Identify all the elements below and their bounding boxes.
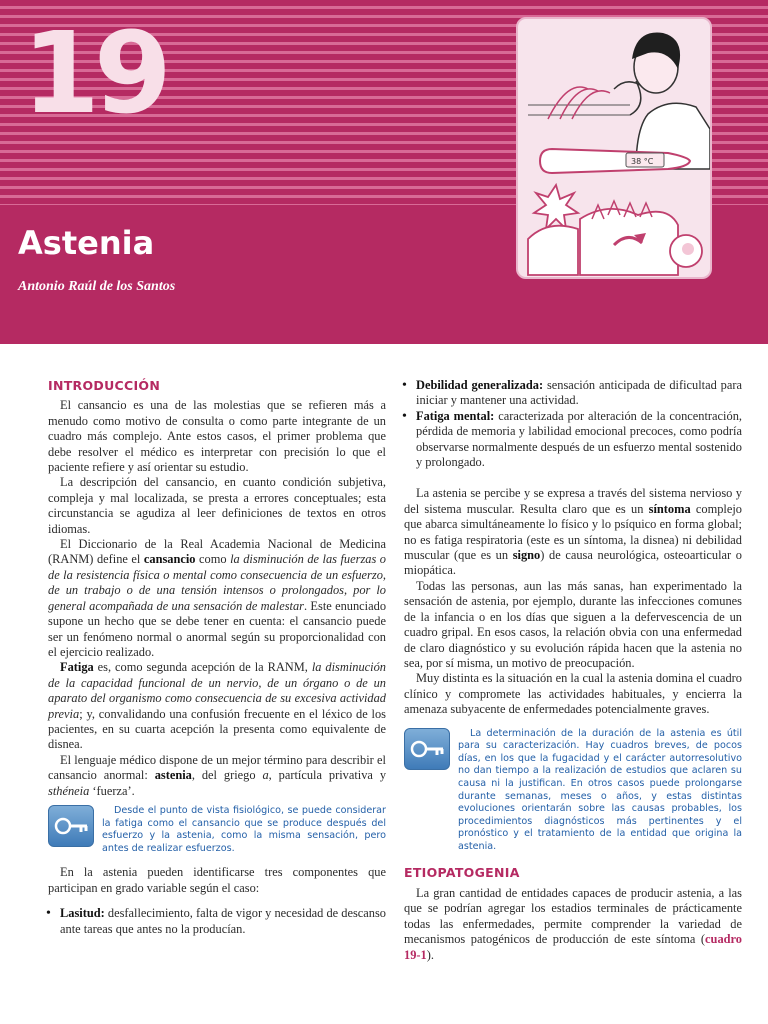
term-astenia: astenia [154, 768, 192, 783]
right-column [404, 378, 742, 963]
key-icon [48, 805, 94, 847]
text-run: como [195, 552, 231, 567]
chapter-title: Astenia [18, 224, 155, 262]
list-text: caracterizada por alteración de la concentración, pérdida de memoria y labilidad emocional precoces, como podría observarse normalmente después de un esfuerzo mental sostenido y prolongado. [416, 408, 742, 470]
list-item [404, 378, 742, 409]
paragraph [404, 486, 742, 578]
list-item [48, 906, 386, 937]
table-reference-link[interactable]: cuadro 19-1 [404, 932, 742, 962]
text-run: ; y, convalidando una confusión frecuente en el léxico de los pacientes, en su cuarta acepción la presenta como equivalente de disnea. [48, 706, 386, 752]
text-run: ) de causa neurológica, osteoarticular o miopática. [404, 548, 742, 578]
components-list-continued [404, 378, 742, 470]
fatigue-illustration-icon [518, 19, 710, 277]
text-run: El lenguaje médico dispone de un mejor término para describir el cansancio anormal: [48, 752, 386, 783]
chapter-illustration [516, 17, 712, 279]
paragraph [48, 660, 386, 752]
list-term: Lasitud: [60, 906, 105, 921]
paragraph [48, 537, 386, 660]
paragraph: El cansancio es una de las molestias que se refieren más a menudo como motivo de consulta o como parte integrante de un cuadro más complejo. Ante estos casos, el primer problema que debe resolver el médico es interpretar con precisión lo que el paciente refiere y así orientar su estudio. [48, 398, 386, 475]
paragraph [48, 753, 386, 799]
list-item [404, 409, 742, 471]
list-text: sensación anticipada de dificultad para iniciar y mantener una actividad. [416, 378, 742, 408]
greek-term: a [262, 768, 269, 783]
list-text: desfallecimiento, falta de vigor y necesidad de descanso ante tareas que antes no la producían. [60, 906, 386, 936]
text-run: , partícula privativa y [268, 768, 387, 783]
text-run: complejo que abarca simultáneamente lo físico y lo psíquico en forma global; no es fatiga respiratoria (este es un síntoma, la disnea) ni debilidad muscular (que es un [404, 501, 742, 563]
paragraph: Todas las personas, aun las más sanas, han experimentado la sensación de astenia, por ejemplo, durante las infecciones comunes de la infancia o en los días que siguen a la defervescencia de un cuadro gripal. En esos casos, la relación obvia con una enfermedad de claro diagnóstico y su evolución rápida hacen que la astenia no sea, por sí misma, un motivo de preocupación. [404, 578, 742, 670]
paragraph [404, 886, 742, 963]
thermometer-reading: 38 °C [631, 157, 654, 166]
text-run: es, como segunda acepción de la RANM, [93, 660, 312, 675]
key-note [404, 728, 742, 854]
term-sintoma: síntoma [648, 501, 691, 516]
left-column [48, 378, 386, 937]
text-run: , del griego [191, 768, 263, 783]
key-note-text: Desde el punto de vista fisiológico, se puede considerar la fatiga como el cansancio que se produce después del esfuerzo y la astenia, como la misma sensación, pero antes de realizar esfuerzos. [102, 804, 386, 854]
list-term: Fatiga mental: [416, 408, 495, 423]
text-run: La astenia se percibe y se expresa a través del sistema nervioso y del sistema muscular. Resulta claro que es un [404, 486, 742, 516]
text-run: ‘fuerza’. [89, 783, 135, 798]
list-term: Debilidad generalizada: [416, 378, 544, 392]
greek-term: sthéneia [48, 783, 90, 798]
text-run: . Este enunciado supone un hecho que se debe tener en cuenta: el cansancio puede ser un fenómeno normal o anormal según su proporcionalidad con el ejercicio realizado. [48, 598, 387, 659]
definition-text: la disminución de las fuerzas o de la resistencia física o mental como consecuencia de un esfuerzo, de un trabajo o de una tensión intensos o prolongados, por lo general acompañada de una sensación de malestar [48, 552, 386, 613]
term-signo: signo [512, 548, 541, 563]
paragraph: Muy distinta es la situación en la cual la astenia domina el cuadro clínico y compromete las actividades habituales, y encierra la amenaza subyacente de enfermedades potencialmente graves. [404, 671, 742, 717]
key-icon [404, 728, 450, 770]
key-note-text: La determinación de la duración de la astenia es útil para su caracterización. Hay cuadros breves, de pocos días, en los que la fugacidad y el carácter autorresolutivo no dan tiempo a la realización de estudios que aclaren su causa ni la justifican. En otros casos puede prolongarse durante semanas, meses o años, y estas distintas evoluciones orientarán sobre las causas probables, los procedimientos diagnósticos más pertinentes y el pronóstico y el tratamiento de la entidad que origina la astenia. [458, 727, 742, 852]
section-heading-introduccion: INTRODUCCIÓN [48, 378, 161, 393]
chapter-number: 19 [22, 9, 166, 139]
text-run: El Diccionario de la Real Academia Nacional de Medicina (RANM) define el [48, 537, 386, 567]
term-fatiga: Fatiga [60, 660, 94, 675]
text-run: La gran cantidad de entidades capaces de producir astenia, a las que se podrían agregar los estadios terminales de prácticamente todas las enfermedades, permite comprender la variedad de mecanismos patogénicos de producción de este síntoma ( [404, 885, 742, 947]
key-note [48, 805, 386, 855]
term-cansancio: cansancio [143, 552, 196, 567]
chapter-author: Antonio Raúl de los Santos [18, 279, 176, 294]
definition-text: la disminución de la capacidad funcional de un nervio, de un órgano o de un aparato del organismo como consecuencia de su excesiva actividad previa [48, 660, 386, 721]
chapter-header [0, 0, 768, 344]
section-heading-etiopatogenia: ETIOPATOGENIA [404, 865, 520, 881]
text-run: ). [426, 947, 434, 962]
paragraph: En la astenia pueden identificarse tres componentes que participan en grado variable según el caso: [48, 865, 386, 895]
paragraph: La descripción del cansancio, en cuanto condición subjetiva, compleja y mal localizada, se presta a errores conceptuales; esta circunstancia se agudiza al leer definiciones de textos en otros idiomas. [48, 475, 386, 536]
components-list [48, 906, 386, 937]
